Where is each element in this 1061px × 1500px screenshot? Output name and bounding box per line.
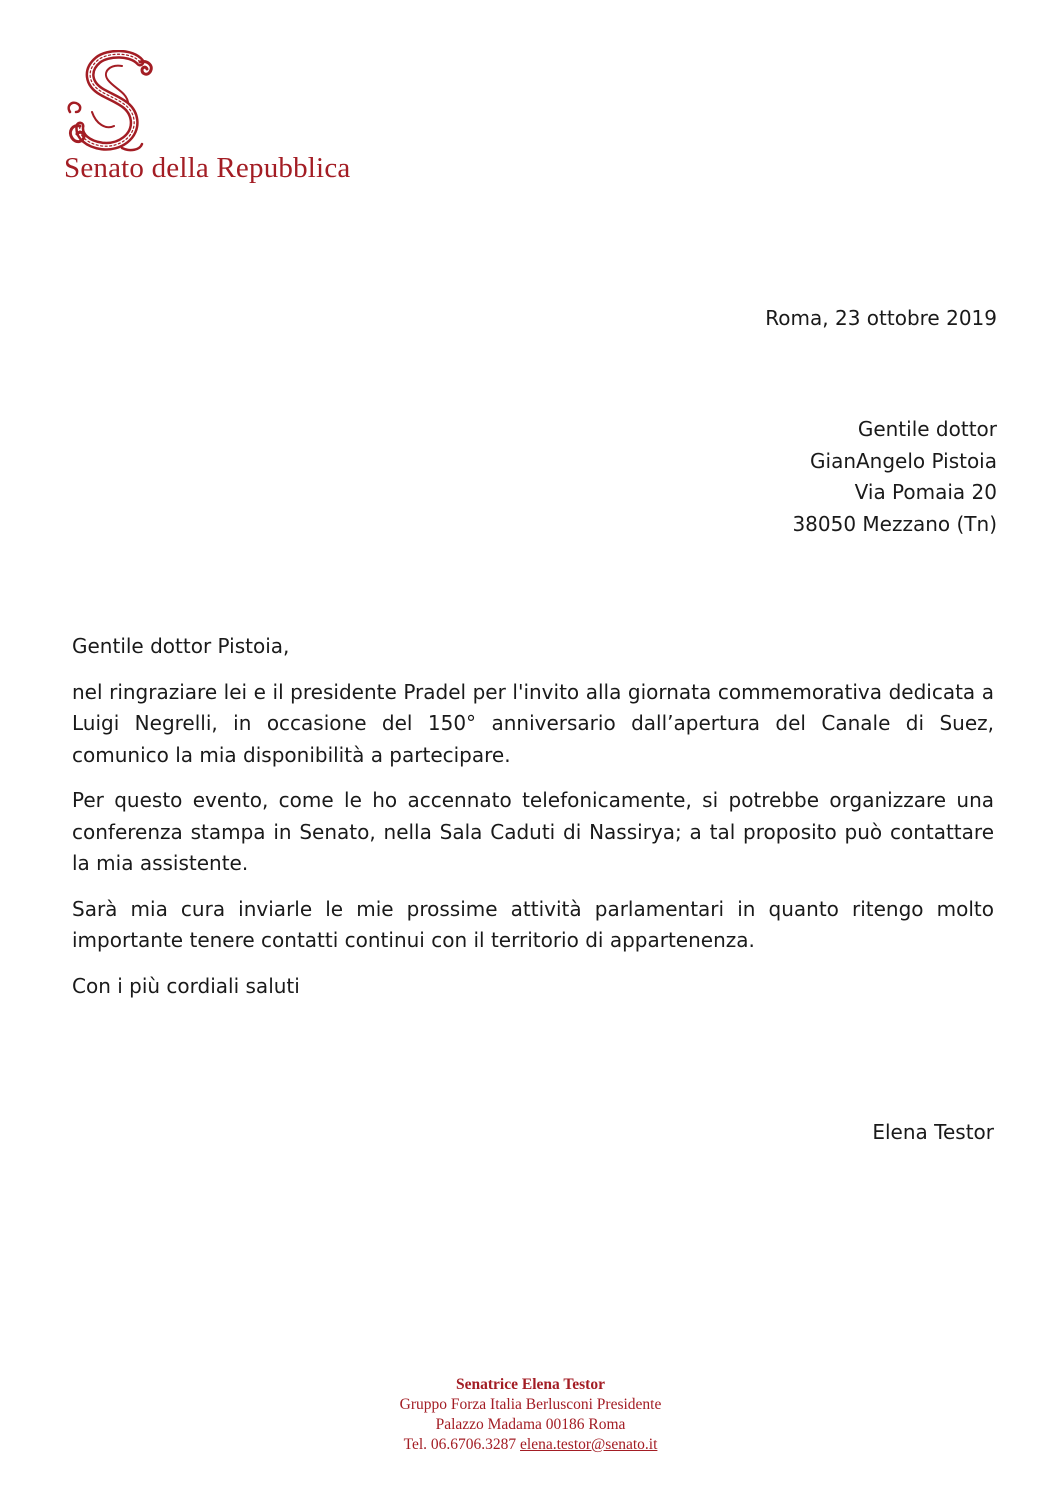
footer-phone: Tel. 06.6706.3287 — [403, 1436, 517, 1453]
footer-name: Senatrice Elena Testor — [456, 1376, 605, 1393]
recipient-address — [792, 414, 997, 540]
senato-logo-icon — [62, 50, 162, 155]
footer — [0, 1375, 1061, 1455]
body-paragraph: Per questo evento, come le ho accennato telefonicamente, si potrebbe organizzare una conferenza stampa in Senato, nella Sala Caduti di Nassirya; a tal proposito può contattare la mia assistente. — [72, 788, 994, 875]
letter-body — [72, 631, 994, 1002]
date-line: Roma, 23 ottobre 2019 — [765, 306, 997, 330]
footer-group: Gruppo Forza Italia Berlusconi Presidente — [399, 1396, 662, 1413]
recipient-line: Gentile dottor — [857, 417, 997, 441]
body-paragraph: nel ringraziare lei e il presidente Pradel per l'invito alla giornata commemorativa dedicata a Luigi Negrelli, in occasione del 150° anniversario dall’apertura del Canale di Suez, comunico la mia disponibilità a partecipare. — [72, 679, 994, 767]
body-paragraph: Sarà mia cura inviarle le mie prossime attività parlamentari in quanto ritengo molto importante tenere contatti continui con il territorio di appartenenza. — [72, 896, 994, 952]
closing-line: Con i più cordiali saluti — [72, 973, 300, 998]
recipient-line: 38050 Mezzano (Tn) — [792, 511, 997, 536]
institution-name: Senato della Repubblica — [64, 152, 351, 184]
footer-address: Palazzo Madama 00186 Roma — [435, 1416, 626, 1433]
footer-contact — [0, 1435, 1061, 1455]
footer-email-link[interactable]: elena.testor@senato.it — [520, 1436, 658, 1453]
salutation: Gentile dottor Pistoia, — [72, 634, 290, 658]
signature: Elena Testor — [872, 1120, 994, 1144]
recipient-line: Via Pomaia 20 — [854, 480, 997, 504]
recipient-line: GianAngelo Pistoia — [810, 448, 997, 473]
